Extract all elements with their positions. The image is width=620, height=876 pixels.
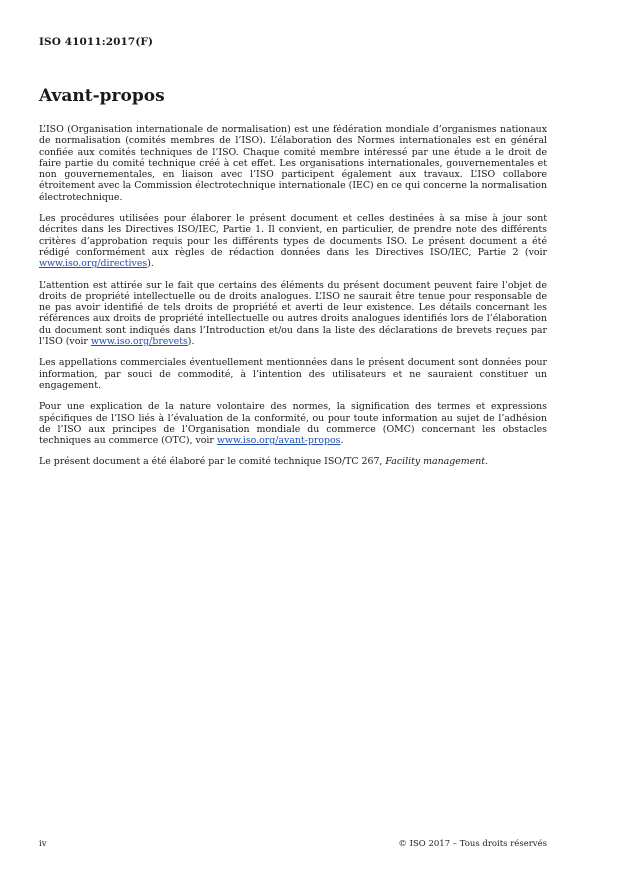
foreword-link[interactable]: www.iso.org/avant-propos bbox=[216, 435, 341, 447]
paragraph-procedures bbox=[39, 213, 547, 269]
paragraph-procedures-end: ). bbox=[147, 258, 154, 270]
foreword-body bbox=[39, 124, 547, 478]
page-number: iv bbox=[39, 839, 47, 849]
copyright-notice: © ISO 2017 – Tous droits réservés bbox=[398, 839, 547, 849]
page-title: Avant-propos bbox=[39, 86, 165, 106]
paragraph-committee-end: . bbox=[485, 456, 489, 468]
paragraph-voluntary-nature-end: . bbox=[340, 435, 344, 447]
paragraph-procedures-text: Les procédures utilisées pour élaborer le présent document et celles destinées à sa mise à jour sont décrites dans les Directives ISO/IEC, Partie 1. Il convient, en particulier, de prendre note des différents critères d’approbation requis pour les différents types de documents ISO. Le présent document a été rédigé conformément aux règles de rédaction données dans les Directives ISO/IEC, Partie 2 (voir bbox=[39, 213, 547, 258]
paragraph-organisation: L’ISO (Organisation internationale de normalisation) est une fédération mondiale d’organismes nationaux de normalisation (comités membres de l’ISO). L’élaboration des Normes internationales est en général confiée aux comités techniques de l’ISO. Chaque comité membre intéressé par une étude a le droit de faire partie du comité technique créé à cet effet. Les organisations internationales, gouvernementales et non gouvernementales, en liaison avec l’ISO participent également aux travaux. L’ISO collabore étroitement avec la Commission électrotechnique internationale (IEC) en ce qui concerne la normalisation électrotechnique. bbox=[39, 124, 547, 203]
paragraph-patents-text: L’attention est attirée sur le fait que certains des éléments du présent document peuvent faire l’objet de droits de propriété intellectuelle ou de droits analogues. L’ISO ne saurait être tenue pour responsable de ne pas avoir identifié de tels droits de propriété et averti de leur existence. Les détails concernant les références aux droits de propriété intellectuelle ou autres droits analogues identifiés lors de l’élaboration du document sont indiqués dans l’Introduction et/ou dans la liste des déclarations de brevets reçues par l’ISO (voir bbox=[39, 279, 547, 348]
paragraph-committee bbox=[39, 456, 547, 467]
paragraph-voluntary-nature bbox=[39, 401, 547, 446]
document-identifier: ISO 41011:2017(F) bbox=[39, 36, 154, 48]
committee-title: Facility management bbox=[385, 456, 486, 468]
paragraph-patents bbox=[39, 280, 547, 348]
paragraph-committee-text: Le présent document a été élaboré par le comité technique ISO/TC 267, bbox=[39, 456, 386, 468]
patents-link[interactable]: www.iso.org/brevets bbox=[90, 336, 188, 348]
paragraph-trade-names: Les appellations commerciales éventuellement mentionnées dans le présent document sont données pour information, par souci de commodité, à l’intention des utilisateurs et ne sauraient constituer un engagement. bbox=[39, 357, 547, 391]
directives-link[interactable]: www.iso.org/directives bbox=[39, 258, 148, 270]
paragraph-patents-end: ). bbox=[187, 336, 195, 348]
paragraph-voluntary-nature-text: Pour une explication de la nature volontaire des normes, la signification des termes et expressions spécifiques de l’ISO liés à l’évaluation de la conformité, ou pour toute information au sujet de l’adhésion de l’ISO aux principes de l’Organisation mondiale du commerce (OMC) concernant les obstacles techniques au commerce (OTC), voir bbox=[39, 401, 547, 447]
